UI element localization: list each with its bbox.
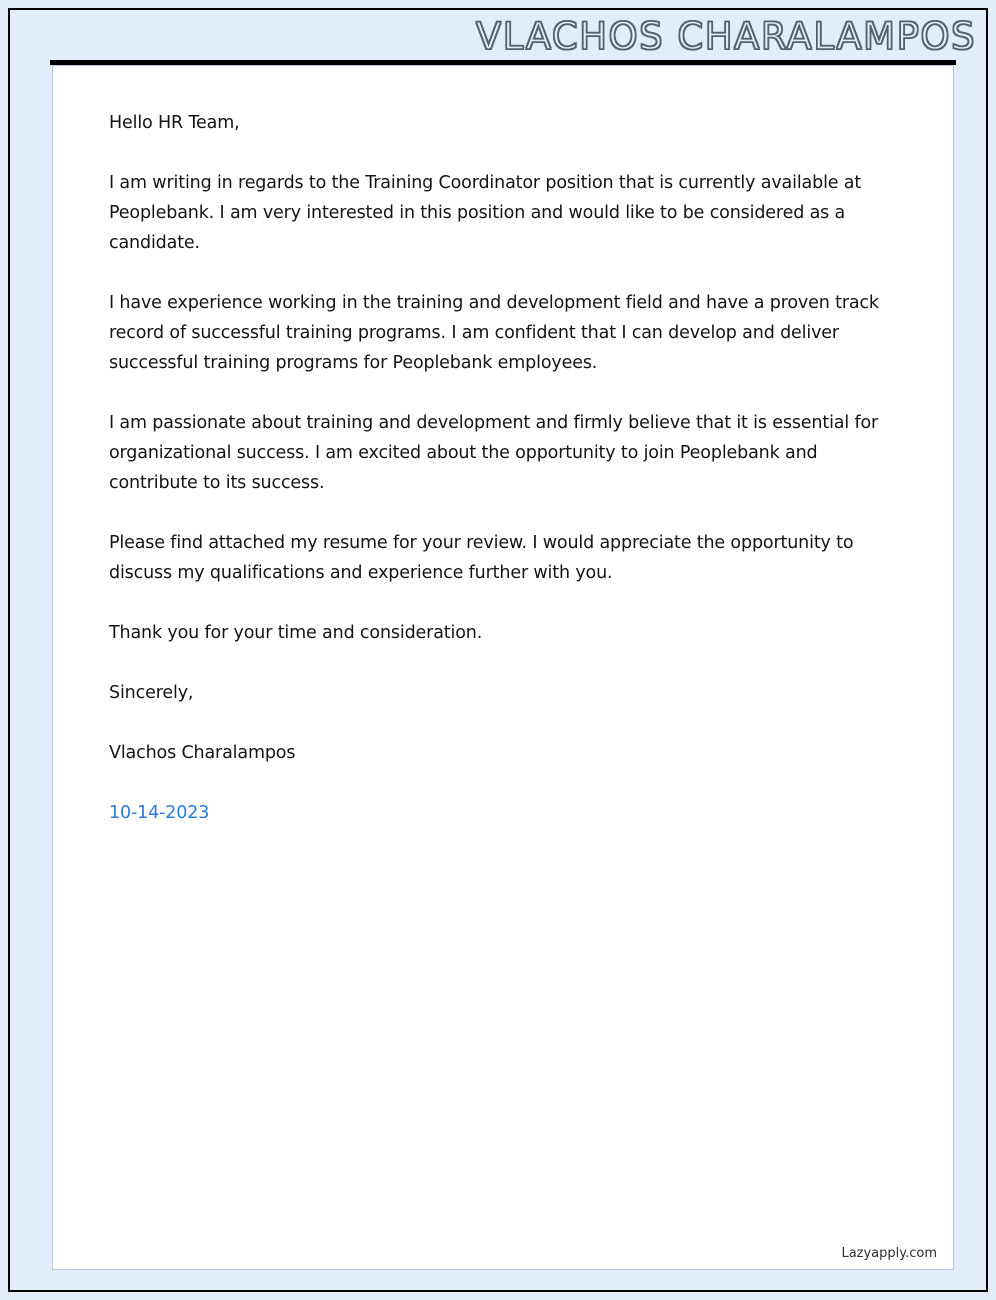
letter-salutation: Hello HR Team, xyxy=(109,113,240,133)
letter-paragraph-1: I am writing in regards to the Training Coordinator position that is currently available at Peoplebank. I am very interested in this position and would like to be considered as a candidate. xyxy=(109,173,862,253)
page-title: VLACHOS CHARALAMPOS xyxy=(475,15,976,58)
letter-paragraph-2: I have experience working in the training and development field and have a proven track record of successful training programs. I am confident that I can develop and deliver successful training programs for Peoplebank employees. xyxy=(109,293,879,373)
letter-paragraph-4: Please find attached my resume for your review. I would appreciate the opportunity to discuss my qualifications and experience further with you. xyxy=(109,533,854,583)
letter-signature: Vlachos Charalampos xyxy=(109,743,296,763)
cover-letter-card xyxy=(52,65,954,1270)
letter-paragraph-5: Thank you for your time and consideration. xyxy=(109,623,483,643)
document-header xyxy=(10,10,986,58)
document-frame xyxy=(8,8,988,1292)
letter-closing: Sincerely, xyxy=(109,683,194,703)
letter-body xyxy=(53,66,953,828)
letter-date: 10-14-2023 xyxy=(109,803,210,823)
letter-paragraph-3: I am passionate about training and development and firmly believe that it is essential for organizational success. I am excited about the opportunity to join Peoplebank and contribute to its success. xyxy=(109,413,879,493)
footer-brand: Lazyapply.com xyxy=(841,1246,937,1261)
